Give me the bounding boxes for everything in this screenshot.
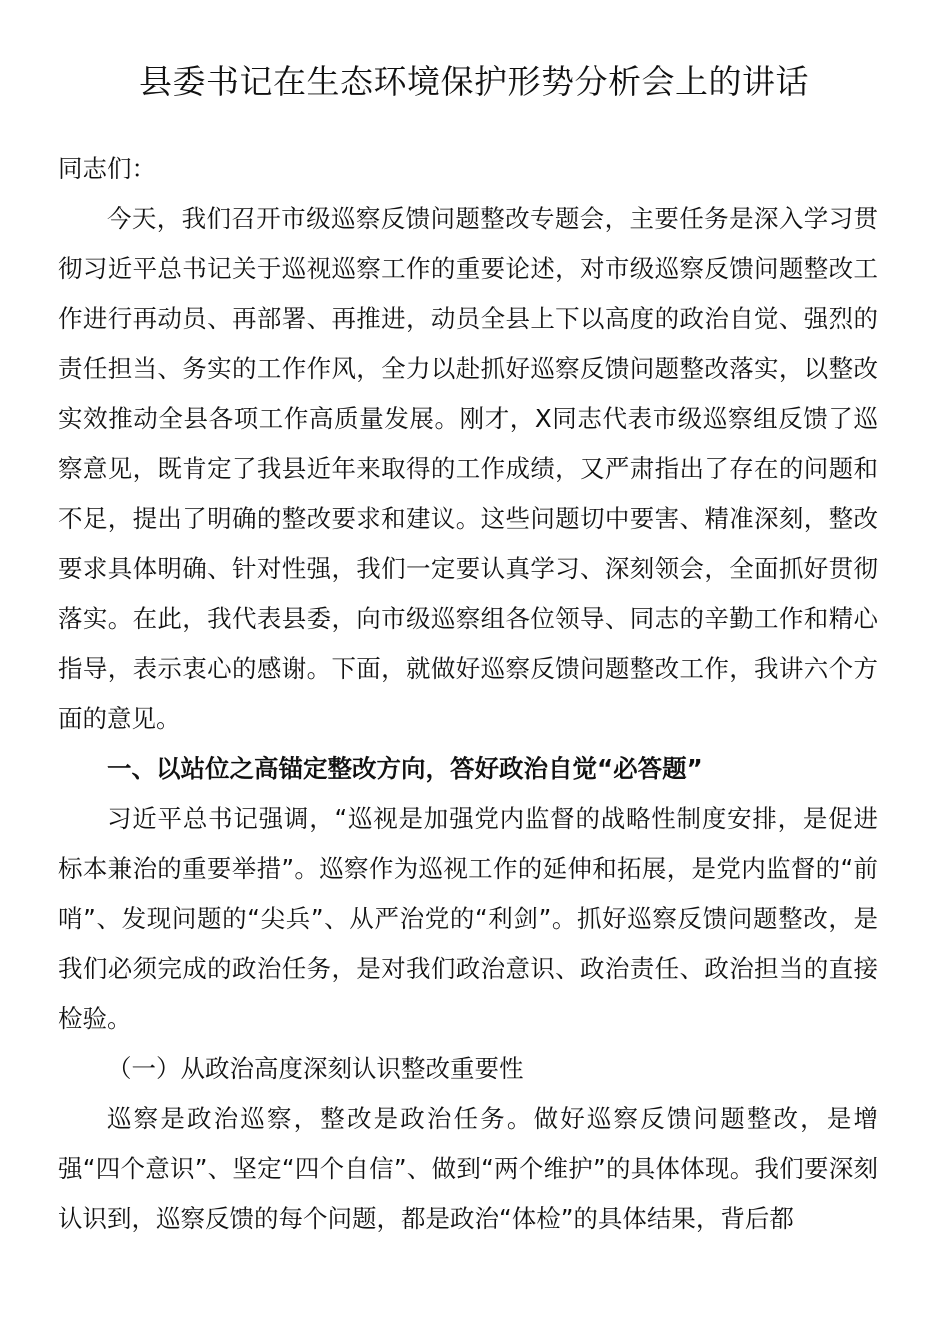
page-title: 县委书记在生态环境保护形势分析会上的讲话 xyxy=(139,62,809,101)
subsection-1-paragraph: 巡察是政治巡察，整改是政治任务。做好巡察反馈问题整改，是增强“四个意识”、坚定“四个自信”、做到“两个维护”的具体体现。我们要深刻认识到，巡察反馈的每个问题，都是政治“体检”的具体结果，背后都 xyxy=(58,1104,878,1233)
subsection-heading-1: （一）从政治高度深刻认识整改重要性 xyxy=(107,1054,524,1083)
intro-paragraph: 今天，我们召开市级巡察反馈问题整改专题会，主要任务是深入学习贯彻习近平总书记关于巡视巡察工作的重要论述，对市级巡察反馈问题整改工作进行再动员、再部署、再推进，动员全县上下以高度的政治自觉、强烈的责任担当、务实的工作作风，全力以赴抓好巡察反馈问题整改落实，以整改实效推动全县各项工作高质量发展。刚才，X同志代表市级巡察组反馈了巡察意见，既肯定了我县近年来取得的工作成绩，又严肃指出了存在的问题和不足，提出了明确的整改要求和建议。这些问题切中要害、精准深刻，整改要求具体明确、针对性强，我们一定要认真学习、深刻领会，全面抓好贯彻落实。在此，我代表县委，向市级巡察组各位领导、同志的辛勤工作和精心指导，表示衷心的感谢。下面，就做好巡察反馈问题整改工作，我讲六个方面的意见。 xyxy=(58,204,878,733)
salutation: 同志们： xyxy=(58,154,156,183)
section-heading-1: 一、以站位之高锚定整改方向，答好政治自觉“必答题” xyxy=(107,754,703,783)
section-1-paragraph: 习近平总书记强调，“巡视是加强党内监督的战略性制度安排，是促进标本兼治的重要举措”。巡察作为巡视工作的延伸和拓展，是党内监督的“前哨”、发现问题的“尖兵”、从严治党的“利剑”。抓好巡察反馈问题整改，是我们必须完成的政治任务，是对我们政治意识、政治责任、政治担当的直接检验。 xyxy=(58,804,878,1033)
